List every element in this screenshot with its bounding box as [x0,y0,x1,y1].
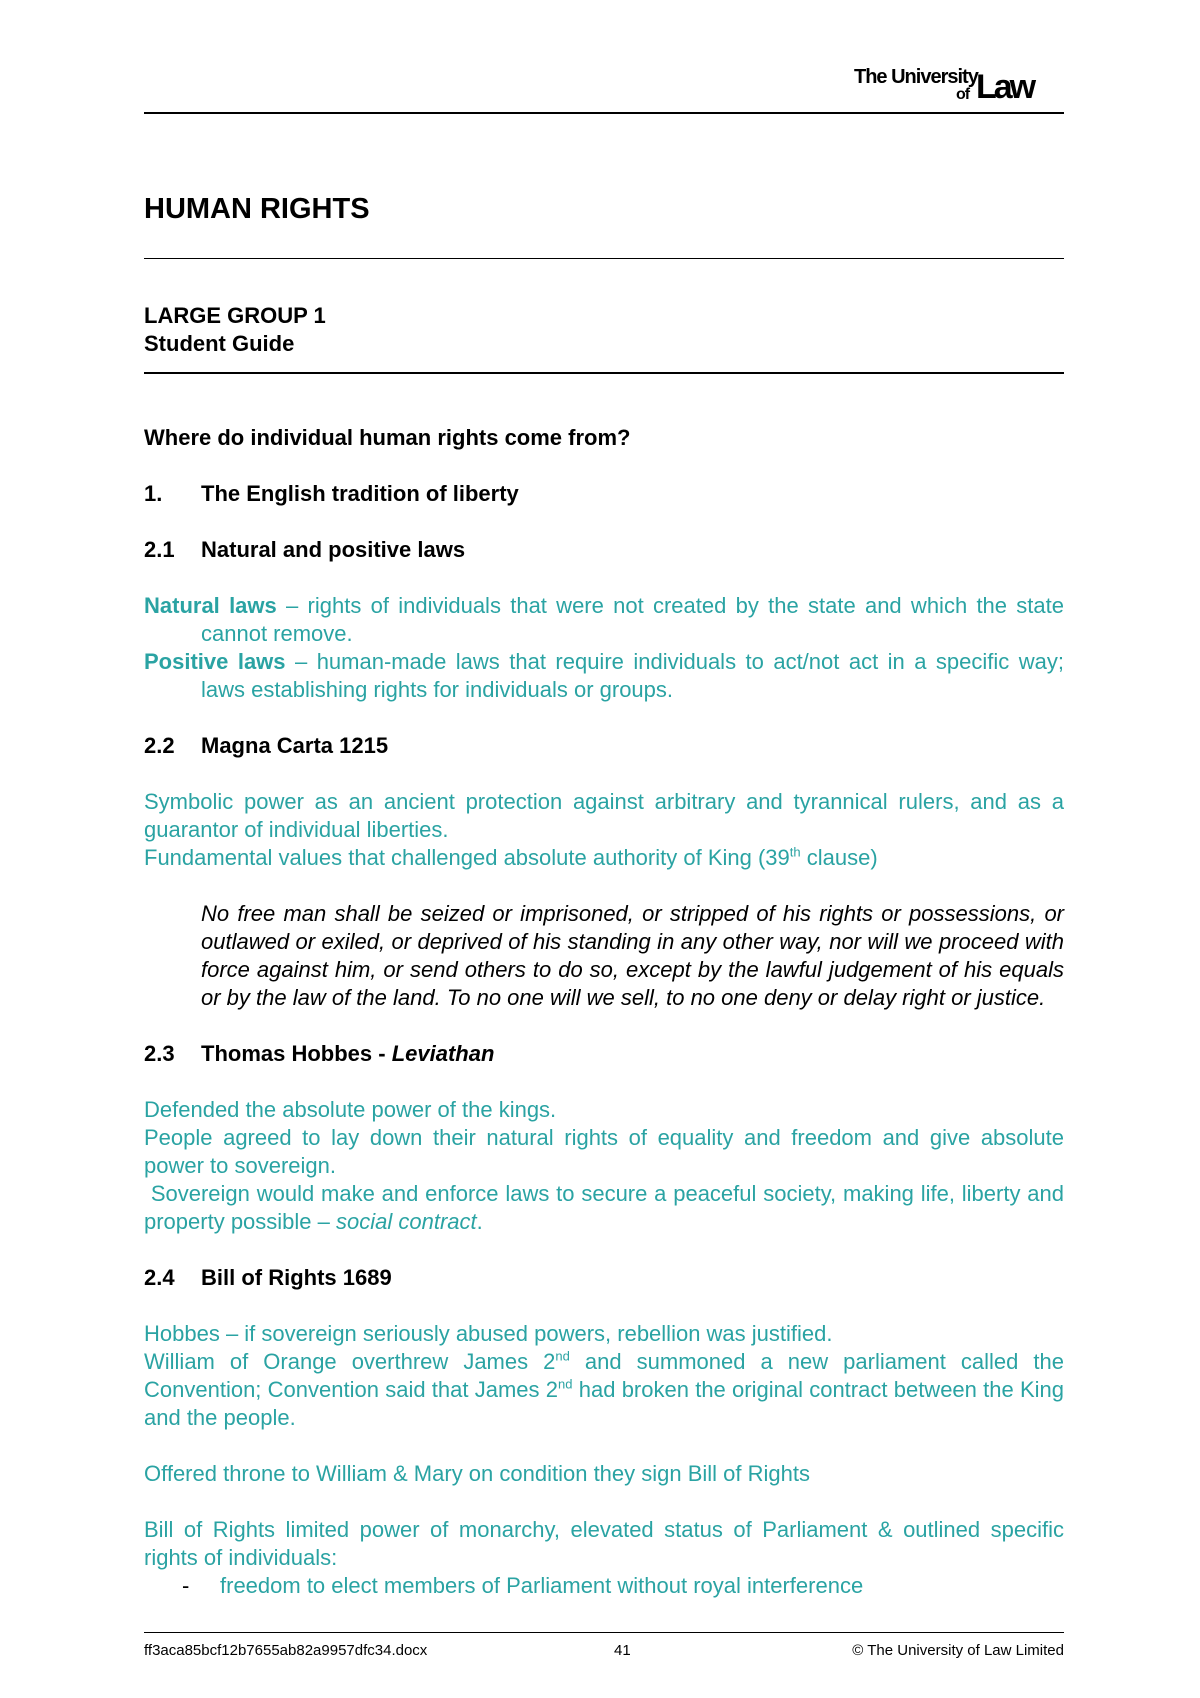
bullet-dash: - [182,1573,190,1598]
paragraph: Defended the absolute power of the kings. [144,1097,557,1122]
section-title: Bill of Rights 1689 [201,1265,392,1290]
paragraph: Fundamental values that challenged absolute authority of King (39th clause) [144,844,878,870]
section-title: Thomas Hobbes - Leviathan [201,1041,495,1066]
section-title: Natural and positive laws [201,537,466,562]
logo-line-2: of [956,86,970,103]
list-item-text: freedom to elect members of Parliament without royal interference [220,1573,864,1598]
paragraph: Offered throne to William & Mary on condition they sign Bill of Rights [144,1461,811,1486]
subheader [144,302,1064,358]
list-item [144,1572,1064,1600]
section-2-4-heading [144,1264,1064,1292]
section-number: 2.1 [144,537,175,562]
section-number: 1. [144,481,163,506]
header-rule [144,112,1064,114]
section-title: Magna Carta 1215 [201,733,389,758]
footer-filename: ff3aca85bcf12b7655ab82a9957dfc34.docx [144,1642,428,1659]
section-number: 2.4 [144,1265,175,1290]
page-number: 41 [614,1642,631,1659]
logo-line-1: The University [854,66,978,88]
term: Natural laws [144,593,277,618]
footer-rule [144,1632,1064,1633]
definition: – rights of individuals that were not created by the state and which the state cannot remove. [201,593,1064,646]
natural-laws-definition [144,592,1064,648]
logo-line-3: Law [976,68,1034,106]
document-body [144,192,1071,1600]
university-logo [854,66,1064,106]
positive-laws-definition [144,648,1064,704]
footer-copyright: © The University of Law Limited [852,1642,1064,1659]
paragraph: Bill of Rights limited power of monarchy, elevated status of Parliament & outlined specific rights of individuals: [144,1517,1064,1570]
subheader-line-1: LARGE GROUP 1 [144,303,326,328]
question-heading: Where do individual human rights come from? [144,425,631,450]
page-title: HUMAN RIGHTS [144,193,370,225]
paragraph: Sovereign would make and enforce laws to secure a peaceful society, making life, liberty and property possible – social contract. [144,1181,1071,1234]
magna-carta-quote: No free man shall be seized or imprisoned, or stripped of his rights or possessions, or outlawed or exiled, or deprived of his standing in any other way, nor will we proceed with force against him, or send others to do so, except by the lawful judgement of his equals or by the law of the land. To no one will we sell, to no one deny or delay right or justice. [201,901,1064,1010]
paragraph: William of Orange overthrew James 2nd and summoned a new parliament called the Convention; Convention said that James 2nd had broken the original contract between the King and the people. [144,1348,1065,1430]
section-1-heading [144,480,1064,508]
definition: – human-made laws that require individuals to act/not act in a specific way; laws establishing rights for individuals or groups. [201,649,1064,702]
section-2-3-heading [144,1040,1064,1068]
paragraph: Hobbes – if sovereign seriously abused powers, rebellion was justified. [144,1321,833,1346]
section-number: 2.2 [144,733,175,758]
section-2-1-heading [144,536,1064,564]
paragraph: People agreed to lay down their natural rights of equality and freedom and give absolute power to sovereign. [144,1125,1064,1178]
paragraph: Symbolic power as an ancient protection against arbitrary and tyrannical rulers, and as a guarantor of individual liberties. [144,789,1064,842]
term: Positive laws [144,649,286,674]
subheader-line-2: Student Guide [144,331,295,356]
section-number: 2.3 [144,1041,175,1066]
section-title: The English tradition of liberty [201,481,519,506]
page-footer [144,1642,1064,1659]
section-2-2-heading [144,732,1064,760]
